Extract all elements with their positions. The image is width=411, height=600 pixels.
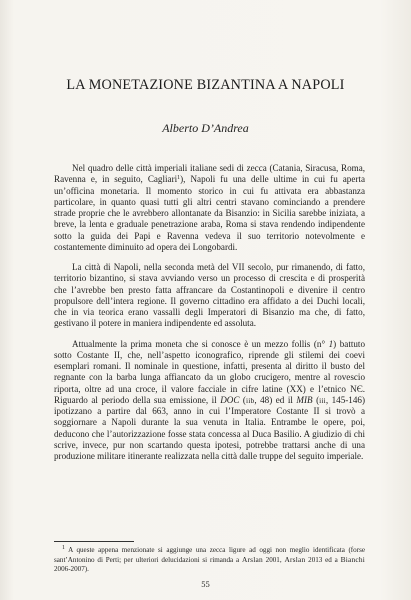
article-title: LA MONETAZIONE BIZANTINA A NAPOLI bbox=[66, 77, 345, 93]
article-body bbox=[54, 163, 365, 462]
footnote bbox=[54, 546, 365, 574]
paragraph-3-text-b: ) battuto sotto Costante II, che, nell’aspetto iconografico, riprende gli stilemi dei coevi esemplari romani. Il nominale in questione, infatti, presenta al diritto il busto del regnante con la barba lunga affiancato da un globo crucigero, mentre al rovescio riporta, oltre ad una croce, il valore facciale in cifre latine (XX) e l’etnico NЄ. Riguardo al periodo della sua emissione, il bbox=[54, 338, 365, 405]
page-number: 55 bbox=[201, 579, 210, 589]
footnote-text-b: 2001, bbox=[262, 556, 285, 564]
paragraph-1 bbox=[54, 163, 365, 253]
catalogue-number: 1 bbox=[328, 338, 334, 349]
footnote-author-arslan-2: Arslan bbox=[284, 555, 306, 564]
paragraph-2 bbox=[54, 262, 365, 330]
footnote-divider bbox=[54, 541, 134, 542]
paragraph-1-text-a: Nel quadro delle città imperiali italiane sedi di zecca (Catania, Siracusa, Roma, Ravenna e, in seguito, Cagliari bbox=[54, 163, 365, 185]
paragraph-1-text-b: ), Napoli fu una delle ultime in cui fu aperta un’officina monetaria. Il momento storico in cui fu attivata era abbastanza particolare, in quanto quasi tutti gli altri centri stavano cominciando a prendere strade proprie che le avrebbero allontanate da Bisanzio: in Sicilia sarebbe iniziata, a breve, la lenta e graduale penetrazione araba, Roma si stava rendendo indipendente sotto la guida dei Papi e Ravenna vedeva il suo territorio notevolmente e costantemente diminuito ad opera dei Longobardi. bbox=[54, 174, 365, 252]
paragraph-3-text-c: ( bbox=[239, 394, 246, 405]
paragraph-3-text-e: ( bbox=[312, 394, 320, 405]
footnote-number: 1 bbox=[62, 545, 65, 551]
footnote-author-bianchi: Bianchi bbox=[340, 555, 365, 564]
footnote-text-c: 2013 ed a bbox=[305, 556, 341, 564]
doc-volume: iib bbox=[245, 395, 255, 405]
footnote-text-a: A queste appena menzionate si aggiunge una zecca ligure ad oggi non meglio identificata (forse sant’Antonino di Perti; per ulteriori delucidazioni si rimanda a bbox=[54, 546, 365, 564]
mib-reference: MIB bbox=[296, 394, 313, 405]
footnote-ref-1: 1 bbox=[177, 175, 181, 182]
paragraph-3 bbox=[54, 339, 365, 463]
paragraph-3-text-f: , 145-146) ipotizzano a partire dal 663, anno in cui l’Imperatore Costante II si trovò a soggiornare a Napoli durante la sua venuta in Italia. Entrambe le opere, poi, deducono che l’autorizzazione fosse stata concessa al Duca Basilio. A giudizio di chi scrive, invece, pur non scartando questa ipotesi, potrebbe trattarsi anche di una produzione militare itinerante realizzata nella città dalle truppe del seguito imperiale. bbox=[54, 394, 365, 461]
paragraph-3-text-d: , 48) ed il bbox=[254, 394, 297, 405]
footnote-text-d: 2006-2007). bbox=[54, 565, 89, 573]
mib-volume: iii bbox=[319, 395, 326, 405]
article-author: Alberto D’Andrea bbox=[162, 121, 249, 135]
paragraph-3-text-a: Attualmente la prima moneta che si conosce è un mezzo follis (n° bbox=[72, 338, 329, 349]
doc-reference: DOC bbox=[220, 394, 240, 405]
paragraph-2-text: La città di Napoli, nella seconda metà del VII secolo, pur rimanendo, di fatto, territorio bizantino, si stava avviando verso un processo di crescita e di prosperità che l’avrebbe ben presto fatta affrancare da Costantinopoli e divenire il centro propulsore dell’intera regione. Il governo cittadino era affidato a dei Duchi locali, che in via teorica erano vassalli degli Imperatori di Bisanzio ma che, di fatto, gestivano il potere in maniera indipendente ed assoluta. bbox=[54, 262, 365, 329]
footnote-1 bbox=[54, 546, 365, 574]
footnote-author-arslan-1: Arslan bbox=[241, 555, 263, 564]
